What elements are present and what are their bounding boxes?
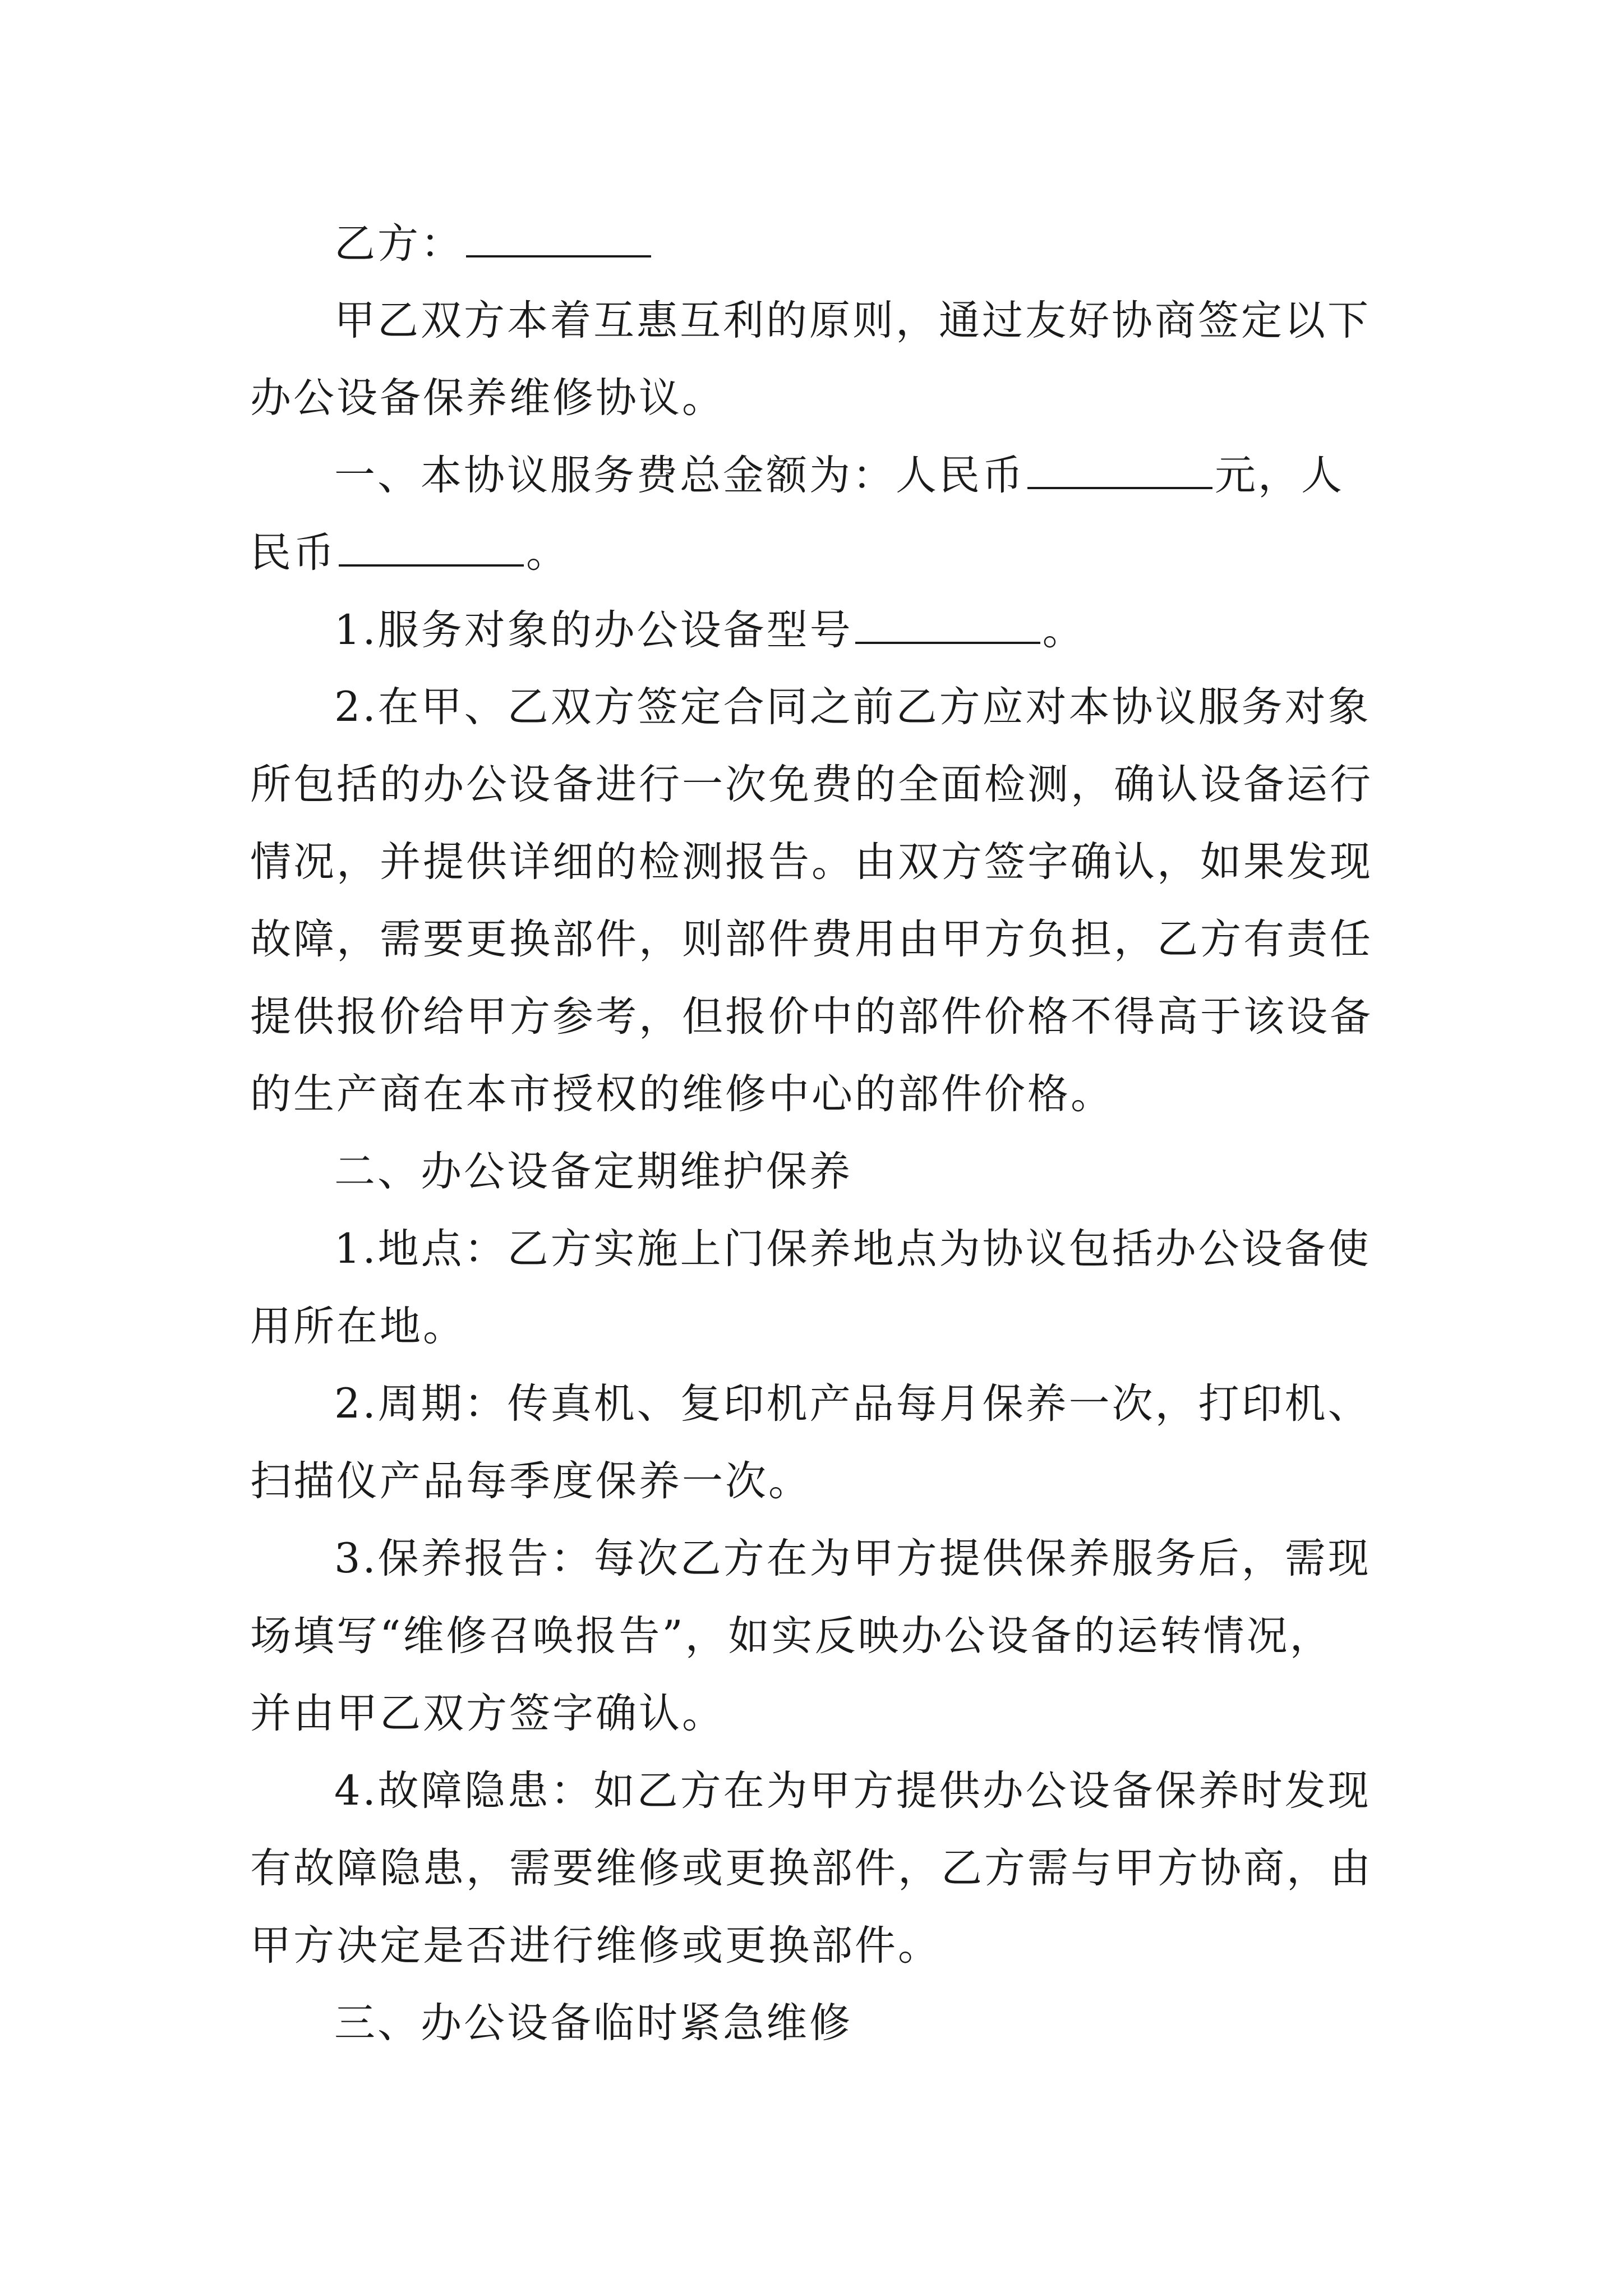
item1-1-text: 1.服务对象的办公设备型号 (334, 606, 853, 654)
item1-2-line-3: 情况，并提供详细的检测报告。由双方签字确认，如果发现 (250, 838, 1373, 886)
party-b-label: 乙方： (334, 220, 464, 268)
amount-words-blank (339, 527, 524, 567)
item2-4-line-2: 有故障隐患，需要维修或更换部件，乙方需与甲方协商，由 (250, 1844, 1373, 1892)
section1-line-2 (250, 525, 569, 581)
item1-2-line-1: 2.在甲、乙双方签定合同之前乙方应对本协议服务对象 (334, 683, 1371, 731)
item1-1-end: 。 (1042, 606, 1086, 654)
item2-1-line-2: 用所在地。 (250, 1303, 466, 1350)
item2-2-line-2: 扫描仪产品每季度保养一次。 (250, 1457, 811, 1505)
section1-rmb: 民币 (250, 529, 336, 577)
section1-end: 。 (526, 529, 569, 577)
item2-3-line-1: 3.保养报告：每次乙方在为甲方提供保养服务后，需现 (334, 1535, 1371, 1582)
item2-2-line-1: 2.周期：传真机、复印机产品每月保养一次，打印机、 (334, 1380, 1371, 1428)
intro-line-2: 办公设备保养维修协议。 (250, 374, 725, 422)
item2-4-line-3: 甲方决定是否进行维修或更换部件。 (250, 1922, 941, 1970)
section1-text: 一、本协议服务费总金额为：人民币 (334, 452, 1025, 499)
section2-title: 二、办公设备定期维护保养 (334, 1148, 852, 1195)
item2-4-line-1: 4.故障隐患：如乙方在为甲方提供办公设备保养时发现 (334, 1767, 1371, 1815)
model-blank (855, 605, 1040, 644)
item1-1-line (334, 602, 1086, 659)
item1-2-line-6: 的生产商在本市授权的维修中心的部件价格。 (250, 1070, 1114, 1118)
section3-title: 三、办公设备临时紧急维修 (334, 1999, 852, 2047)
item2-3-line-3: 并由甲乙双方签字确认。 (250, 1690, 725, 1737)
party-b-line (334, 216, 653, 272)
item1-2-line-5: 提供报价给甲方参考，但报价中的部件价格不得高于该设备 (250, 993, 1373, 1041)
item1-2-line-4: 故障，需要更换部件，则部件费用由甲方负担，乙方有责任 (250, 915, 1373, 963)
intro-line-1: 甲乙双方本着互惠互利的原则，通过友好协商签定以下 (334, 297, 1371, 344)
amount-blank (1027, 450, 1212, 489)
item2-3-line-2: 场填写“维修召唤报告”，如实反映办公设备的运转情况， (250, 1612, 1333, 1660)
section1-unit: 元，人 (1215, 452, 1344, 499)
section1-line-1 (334, 448, 1344, 504)
party-b-blank (466, 218, 651, 257)
item2-1-line-1: 1.地点：乙方实施上门保养地点为协议包括办公设备使 (334, 1225, 1371, 1273)
item1-2-line-2: 所包括的办公设备进行一次免费的全面检测，确认设备运行 (250, 761, 1373, 808)
